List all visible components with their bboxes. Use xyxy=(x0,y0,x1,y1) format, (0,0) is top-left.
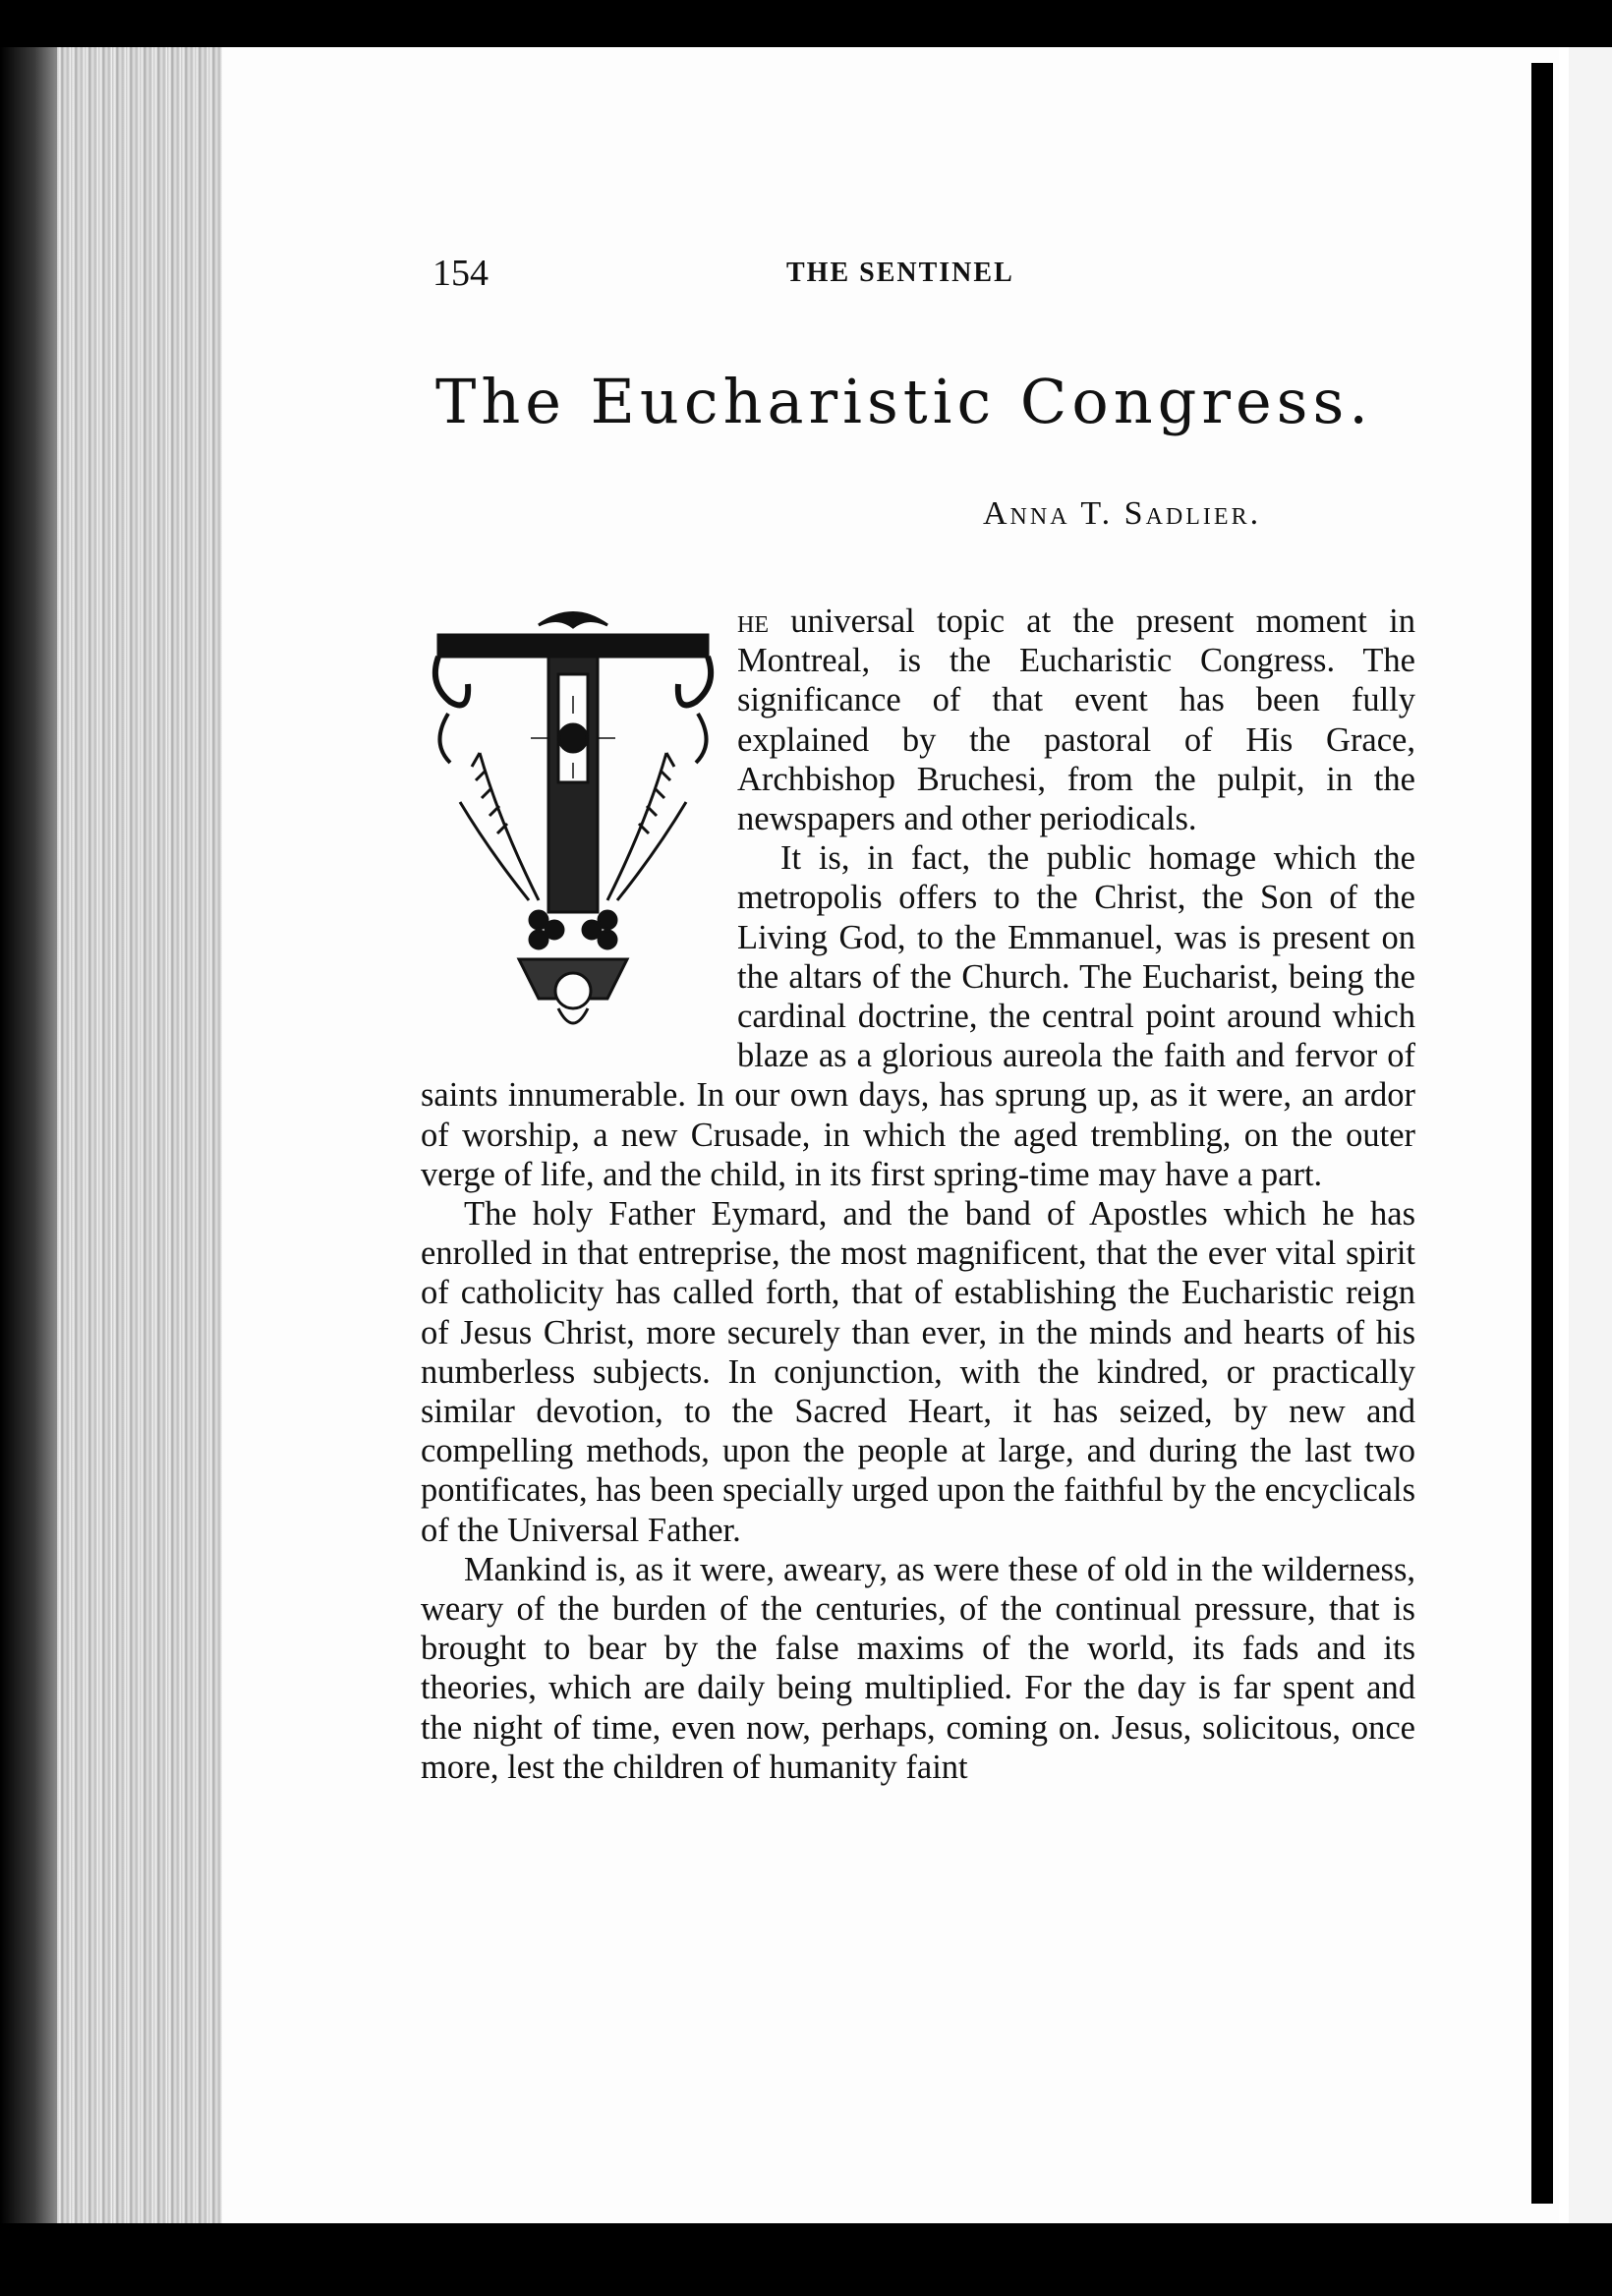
book-edge-shadow xyxy=(0,29,57,2223)
page-number: 154 xyxy=(432,253,489,294)
page-right-margin xyxy=(1559,43,1569,2223)
paragraph-3: The holy Father Eymard, and the band of Apostles which he has enrolled in that entreprise, the most magnificent, that the ever vital spirit of catholicity has called forth, that of establishing the Eucharistic reign of Jesus Christ, more securely than ever, in the minds and hearts of his numberless subjects. In conjunction, with the kindred, or practically similar devotion, to the Sacred Heart, it has seized, by new and compelling methods, upon the people at large, and during the last two pontificates, has been specially urged upon the faithful by the encyclicals of the Universal Father. xyxy=(421,1195,1415,1549)
paragraph-4: Mankind is, as it were, aweary, as were these of old in the wilderness, weary of the burden of the centuries, of the continual pressure, that is brought to bear by the false maxims of the world, its fads and its theories, which are daily being multiplied. For the day is far spent and the night of time, even now, perhaps, coming on. Jesus, solicitous, once more, lest the children of humanity faint xyxy=(421,1550,1415,1786)
running-title: THE SENTINEL xyxy=(786,258,1014,288)
facing-page-edge xyxy=(1569,43,1612,2223)
paragraph-1: universal topic at the present moment in Montreal, is the Eucharistic Congress. The significance of that event has been fully explained by the pastoral of His Grace, Archbishop Bruchesi, from the pulpit, in the newspapers and other periodicals. xyxy=(737,603,1415,838)
article-body xyxy=(421,602,1415,1787)
running-header xyxy=(0,252,1612,294)
scan-border-top xyxy=(0,0,1612,47)
first-word-rest: he xyxy=(737,603,769,640)
gutter-shadow xyxy=(1531,63,1553,2204)
ornamental-initial xyxy=(421,605,725,1038)
paragraph-2: It is, in fact, the public homage which the metropolis offers to the Christ, the Son of the Living God, to the Emmanuel, was is present on the altars of the Church. The Eucharist, being the cardinal doctrine, the central point around which blaze as a glorious aureola the faith and fervor of saints innumerable. In our own days, has sprung up, as it were, an ardor of worship, a new Crusade, in which the aged trembling, on the outer verge of life, and the child, in its first spring-time may have a part. xyxy=(421,839,1415,1193)
ornamental-t-icon xyxy=(421,605,725,1038)
page-stack-edges xyxy=(57,29,226,2223)
article-author: Anna T. Sadlier. xyxy=(983,495,1262,532)
scan-border-bottom xyxy=(0,2223,1612,2296)
article-title: The Eucharistic Congress. xyxy=(434,366,1373,437)
